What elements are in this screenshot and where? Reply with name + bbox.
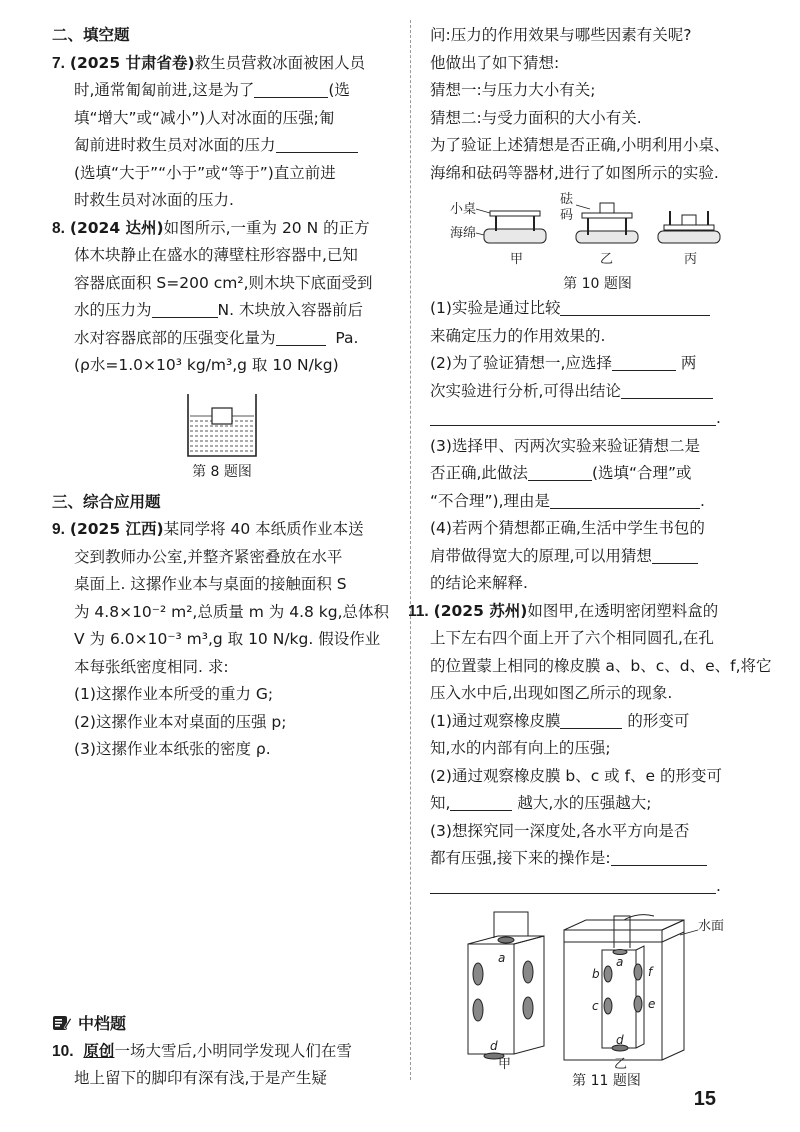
q10-line: (3)选择甲、丙两次实验来验证猜想二是: [430, 436, 700, 455]
q9-source: (2025 江西): [69, 520, 164, 538]
section-title-comprehensive: 三、综合应用题: [52, 492, 161, 511]
q7-line: (选填“大于”“小于”或“等于”)直立前进: [74, 163, 336, 182]
q10-line: 问:压力的作用效果与哪些因素有关呢?: [430, 26, 692, 44]
membrane-label-b: b: [592, 967, 600, 981]
q9-line: 本每张纸密度相同. 求:: [74, 657, 229, 676]
q11-line: 压入水中后,出现如图乙所示的现象.: [430, 684, 673, 702]
answer-blank[interactable]: [450, 793, 512, 811]
q10-line: (2)为了验证猜想一,应选择: [430, 354, 612, 372]
q7-line: (选: [328, 81, 350, 99]
q10-line: 地上留下的脚印有深有浅,于是产生疑: [74, 1069, 327, 1087]
q10-line: (1)实验是通过比较: [430, 299, 561, 317]
q9-line: 桌面上. 这摞作业本与桌面的接触面积 S: [74, 575, 347, 593]
q8-line: 水的压力为: [74, 301, 152, 319]
answer-blank[interactable]: [621, 381, 713, 399]
q11-source: (2025 苏州): [433, 601, 528, 620]
q8-source: (2024 达州): [69, 218, 164, 237]
section-title-fill-blank: 二、填空题: [52, 26, 130, 44]
membrane-label-e: e: [648, 997, 656, 1011]
q10-line: 两: [680, 354, 697, 372]
label-yi: 乙: [614, 1057, 628, 1070]
q10-number: 10.: [52, 1042, 74, 1060]
q8-line: Pa.: [335, 328, 359, 347]
q10-line: 的结论来解释.: [430, 574, 528, 592]
q10-experiment-figure: [430, 191, 730, 273]
q10-line: (4)若两个猜想都正确,生活中学生书包的: [430, 519, 705, 537]
label-weight-1: 砝: [560, 192, 574, 207]
answer-blank[interactable]: [254, 80, 328, 98]
q11-line: 的形变可: [627, 711, 690, 730]
q10-line: 猜想一:与压力大小有关;: [430, 81, 596, 99]
answer-blank[interactable]: [430, 408, 716, 426]
container-outline: [188, 394, 256, 456]
q8-line: (ρ水=1.0×10³ kg/m³,g 取 10 N/kg): [74, 356, 339, 374]
q10-line: 海绵和砝码等器材,进行了如图所示的实验.: [430, 163, 719, 182]
medium-section-title: 中档题: [78, 1014, 127, 1033]
q7-line: 填“增大”或“减小”)人对冰面的压强;匍: [74, 108, 335, 127]
label-yi: 乙: [600, 252, 614, 267]
question-7: [52, 50, 392, 215]
pencil-book-icon: [52, 1014, 72, 1032]
answer-blank[interactable]: [612, 353, 676, 371]
q7-line: 救生员营救冰面被困人员: [194, 53, 366, 72]
q11-line: (2)通过观察橡皮膜 b、c 或 f、e 的形变可: [430, 766, 723, 785]
q11-line: 如图甲,在透明密闭塑料盒的: [527, 601, 719, 620]
question-10-cont: 问:压力的作用效果与哪些因素有关呢? 他做出了如下猜想: 猜想一:与压力大小有关; 猜想二:与受力面积的大小有关. 为了验证上述猜想是否正确,小明利用小桌、 海绵和砝码等器材,进行了如图所示的实验. 小桌 海绵 甲 砝 码 乙 丙 第 10 题图 (1)实验是通过比较 来确定压力的作用效果的. (2)为了验证猜想一,应选择 两 次实验进行分析,可得出结论 . (3)选择甲、丙两次实验来验证猜想二是 否正确,此做法 (选填“合理”或 “不合理”),理由是 . (4)若两个猜想都正确,生活中学生书包的 肩带做得宽大的原理,可以用猜想 的结论来解释.: [430, 22, 765, 598]
q9-line: (2)这摞作业本对桌面的压强 p;: [74, 712, 287, 731]
box-jia: [468, 912, 544, 1059]
q8-line: 如图所示,一重为 20 N 的正方: [163, 218, 370, 237]
label-bing: 丙: [684, 252, 698, 267]
answer-space: [52, 764, 392, 1008]
q8-line: 水对容器底部的压强变化量为: [74, 328, 276, 347]
water-tank: [564, 920, 684, 1060]
question-11: 11. (2025 苏州)如图甲,在透明密闭塑料盒的 上下左右四个面上开了六个相同圆孔,在孔 的位置蒙上相同的橡皮膜 a、b、c、d、e、f,将它 压入水中后,出现如图乙所示的现象. (1)通过观察橡皮膜 的形变可 知,水的内部有向上的压强; (2)通过观察橡皮膜 b、c 或 f、e 的形变可 知, 越大,水的压强越大; (3)想探究同一深度处,各水平方向是否 都有压强,接下来的操作是: . a d 甲 水面 a b c d e f 乙 第 11 题图: [408, 598, 765, 1093]
answer-blank[interactable]: [560, 298, 710, 316]
q11-line: 越大,水的压强越大;: [517, 794, 652, 812]
label-jia: 甲: [498, 1057, 512, 1070]
q11-line: 知,: [430, 794, 451, 812]
answer-blank[interactable]: [550, 491, 700, 509]
q11-line: (3)想探究同一深度处,各水平方向是否: [430, 821, 690, 840]
q11-number: 11.: [408, 602, 429, 620]
q10-line: 否正确,此做法: [430, 464, 528, 482]
q9-line: (1)这摞作业本所受的重力 G;: [74, 685, 274, 703]
answer-blank[interactable]: [276, 135, 358, 153]
membrane-label-c: c: [592, 999, 599, 1013]
q7-source: (2025 甘肃省卷): [69, 53, 195, 72]
answer-blank[interactable]: [276, 328, 326, 346]
q10-line: “不合理”),理由是: [430, 491, 551, 510]
q10-line: (选填“合理”或: [591, 464, 692, 482]
q8-container-figure: [172, 386, 272, 461]
q11-line: 的位置蒙上相同的橡皮膜 a、b、c、d、e、f,将它: [430, 656, 772, 675]
setup-jia: [484, 211, 546, 243]
q10-line: 猜想二:与受力面积的大小有关.: [430, 108, 642, 127]
q8-caption: 第 8 题图: [192, 463, 252, 480]
q10-original-tag: 原创: [83, 1041, 115, 1060]
q11-line: 上下左右四个面上开了六个相同圆孔,在孔: [430, 629, 714, 647]
setup-yi: [576, 203, 638, 243]
q8-line: 容器底面积 S=200 cm²,则木块下底面受到: [74, 273, 373, 292]
answer-blank[interactable]: [152, 300, 218, 318]
q10-line: 次实验进行分析,可得出结论: [430, 381, 621, 400]
q9-line: 交到教师办公室,并整齐紧密叠放在水平: [74, 547, 343, 566]
membrane-label-d: d: [616, 1033, 624, 1047]
membrane-label-a: a: [616, 955, 624, 969]
q7-line: 匐前进时救生员对冰面的压力: [74, 136, 276, 154]
membrane-label-f: f: [648, 965, 653, 979]
left-column: [52, 22, 392, 1093]
q10-caption: 第 10 题图: [563, 276, 632, 292]
membrane-label-d-jia: d: [490, 1039, 498, 1053]
answer-blank[interactable]: [652, 546, 698, 564]
label-weight-2: 码: [560, 208, 574, 223]
answer-blank[interactable]: [611, 848, 707, 866]
q9-number: 9.: [52, 521, 65, 538]
q10-line: 为了验证上述猜想是否正确,小明利用小桌、: [430, 136, 730, 154]
medium-section-header: [52, 1008, 392, 1038]
question-9: [52, 516, 392, 764]
q11-rubber-membrane-figure: [454, 910, 754, 1070]
answer-blank[interactable]: [560, 711, 622, 729]
q8-line: 体木块静止在盛水的薄壁柱形容器中,已知: [74, 246, 358, 264]
answer-blank[interactable]: [430, 876, 716, 894]
q7-number: 7.: [52, 54, 65, 72]
q10-line: 他做出了如下猜想:: [430, 53, 560, 72]
q10-line: 一场大雪后,小明同学发现人们在雪: [114, 1041, 352, 1060]
label-table: 小桌: [450, 202, 477, 217]
water-surface-label: 水面: [698, 919, 725, 934]
q11-caption: 第 11 题图: [572, 1073, 641, 1089]
q7-line: 时,通常匍匐前进,这是为了: [74, 81, 255, 99]
question-8: [52, 215, 392, 483]
q11-line: 都有压强,接下来的操作是:: [430, 849, 611, 867]
q9-line: (3)这摞作业本纸张的密度 ρ.: [74, 740, 271, 758]
q10-line: 肩带做得宽大的原理,可以用猜想: [430, 546, 652, 565]
q9-line: 为 4.8×10⁻² m²,总质量 m 为 4.8 kg,总体积: [74, 602, 390, 621]
q7-line: 时救生员对冰面的压力.: [74, 191, 234, 209]
q9-line: V 为 6.0×10⁻³ m³,g 取 10 N/kg. 假设作业: [74, 630, 381, 648]
label-sponge: 海绵: [450, 226, 477, 241]
membrane-label-a-jia: a: [498, 951, 506, 965]
wood-block: [212, 408, 232, 424]
setup-bing: [658, 211, 720, 243]
right-column: [408, 22, 772, 1092]
page-number: 15: [693, 1088, 716, 1110]
q10-line: 来确定压力的作用效果的.: [430, 326, 606, 345]
label-jia: 甲: [510, 252, 524, 267]
box-yi: [602, 915, 654, 1051]
question-10-start: [52, 1038, 392, 1093]
q11-line: (1)通过观察橡皮膜: [430, 711, 561, 730]
q8-line: N. 木块放入容器前后: [217, 301, 363, 319]
q8-number: 8.: [52, 219, 65, 237]
q9-line: 某同学将 40 本纸质作业本送: [163, 520, 364, 538]
answer-blank[interactable]: [528, 463, 592, 481]
q11-line: 知,水的内部有向上的压强;: [430, 739, 611, 757]
